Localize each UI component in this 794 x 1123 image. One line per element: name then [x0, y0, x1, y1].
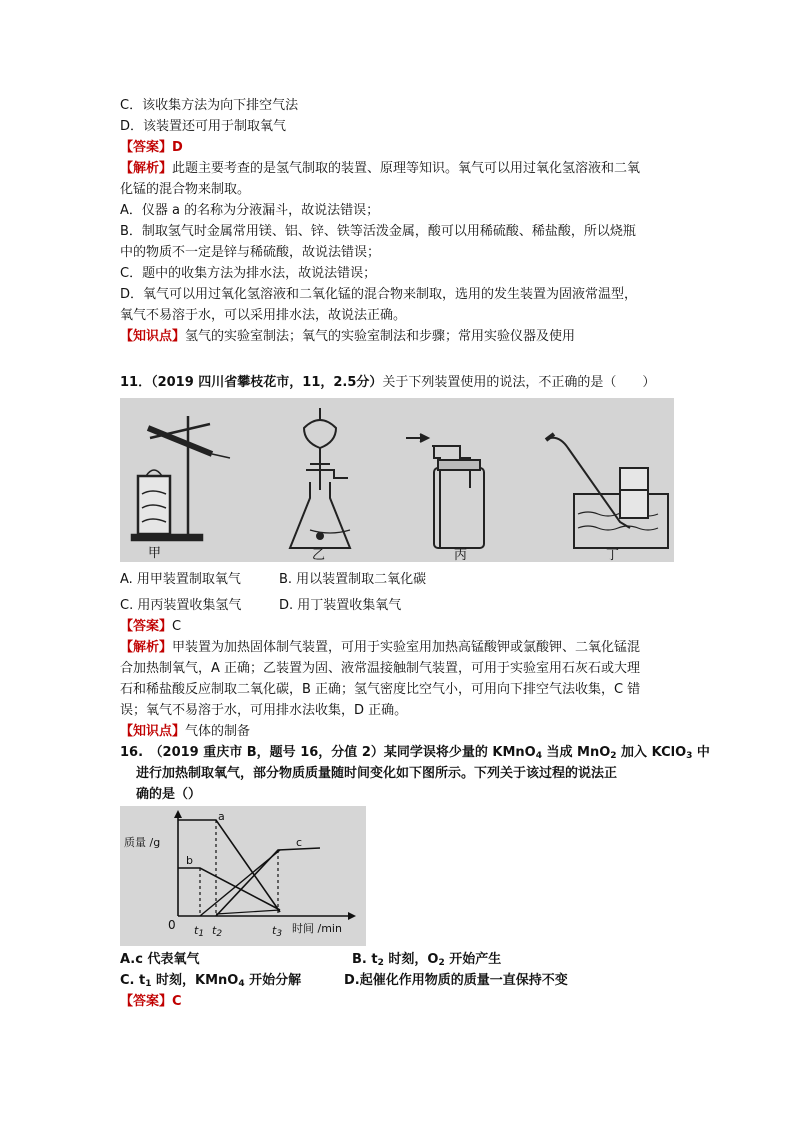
series-c-label: c	[296, 836, 303, 849]
origin-label: 0	[168, 918, 176, 932]
q16-heading-line-3: 确的是（）	[136, 787, 202, 802]
t1-tick-label	[194, 924, 204, 939]
subscript: 1	[145, 979, 152, 989]
sec1-b-line-1: B．制取氢气时金属常用镁、铝、锌、铁等活泼金属，酸可以用稀硫酸、稀盐酸，所以烧瓶	[120, 224, 636, 239]
subscript: 2	[377, 958, 384, 968]
q11-analysis-line-3: 石和稀盐酸反应制取二氧化碳，B 正确；氢气密度比空气小，可用向下排空气法收集，C 错	[120, 682, 641, 697]
answer-value: C	[172, 619, 182, 634]
q16-head-part-1: 16. （2019 重庆市 B，题号 16，分值 2）某同学误将少量的 KMnO	[120, 745, 536, 760]
t2-subscript: 2	[216, 929, 223, 939]
q11-source: 11．（2019 四川省攀枝花市，11，2.5分）	[120, 375, 383, 390]
t1-subscript: 1	[198, 929, 205, 939]
sec1-analysis-line-1	[120, 159, 640, 179]
answer-tag: 【答案】	[120, 619, 173, 634]
y-axis-label: 质量 /g	[124, 836, 161, 849]
q11-option-a: A. 用甲装置制取氧气	[120, 572, 241, 587]
sec1-b-line-2: 中的物质不一定是锌与稀硫酸，故说法错误；	[120, 245, 381, 260]
q16-option-a: A.c 代表氧气	[120, 952, 200, 967]
series-b-label: b	[186, 854, 193, 867]
sec1-option-c: C．该收集方法为向下排空气法	[120, 98, 299, 113]
q11-heading	[120, 373, 655, 393]
sec1-c-line: C．题中的收集方法为排水法，故说法错误；	[120, 266, 377, 281]
sec1-analysis-line-2: 化锰的混合物来制取。	[120, 182, 251, 197]
apparatus-illustration	[120, 398, 674, 562]
q11-option-d: D. 用丁装置收集氧气	[279, 598, 402, 613]
analysis-text: 甲装置为加热固体制气装置，可用于实验室用加热高锰酸钾或氯酸钾、二氧化锰混	[172, 640, 641, 655]
q16-heading-line-1	[120, 743, 710, 766]
sec1-d-line-2: 氧气不易溶于水，可以采用排水法，故说法正确。	[120, 308, 407, 323]
analysis-text: 此题主要考查的是氢气制取的装置、原理等知识。氧气可以用过氧化氢溶液和二氧	[172, 161, 641, 176]
q11-answer	[120, 617, 181, 637]
series-a-label: a	[218, 810, 225, 823]
subscript: 4	[535, 751, 542, 761]
answer-value: D	[172, 140, 183, 155]
t2-tick-label	[212, 924, 222, 939]
q16-heading-line-2: 进行加热制取氧气，部分物质质量随时间变化如下图所示。下列关于该过程的说法正	[136, 766, 618, 781]
q16-option-c-part-3: 开始分解	[244, 973, 302, 988]
figure-label-bing: 丙	[454, 548, 468, 563]
q16-option-b-part-2: 时刻，O	[383, 952, 439, 967]
analysis-tag: 【解析】	[120, 640, 173, 655]
q16-option-b-part-1: B. t	[352, 952, 378, 967]
knowledge-tag: 【知识点】	[120, 329, 186, 344]
q11-analysis-line-4: 误；氧气不易溶于水，可用排水法收集，D 正确。	[120, 703, 408, 718]
subscript: 4	[238, 979, 245, 989]
q16-head-part-2: 当成 MnO	[541, 745, 611, 760]
q16-option-c-part-1: C. t	[120, 973, 146, 988]
x-axis-label: 时间 /min	[292, 922, 342, 935]
q16-head-part-4: 中	[692, 745, 710, 760]
knowledge-text: 氢气的实验室制法；氧气的实验室制法和步骤；常用实验仪器及使用	[185, 329, 576, 344]
sec1-a-line: A．仪器 a 的名称为分液漏斗，故说法错误；	[120, 203, 380, 218]
t3-subscript: 3	[276, 929, 283, 939]
t3-tick-label	[272, 924, 282, 939]
figure-label-yi: 乙	[312, 548, 326, 563]
q16-option-b	[352, 950, 501, 973]
t3-letter: t	[272, 924, 277, 937]
q11-option-b: B. 用以装置制取二氧化碳	[279, 572, 427, 587]
sec1-knowledge-point	[120, 327, 575, 347]
subscript: 2	[438, 958, 445, 968]
q11-stem: 关于下列装置使用的说法，不正确的是（ ）	[382, 375, 656, 390]
t2-letter: t	[212, 924, 217, 937]
knowledge-tag: 【知识点】	[120, 724, 186, 739]
subscript: 3	[686, 751, 693, 761]
q16-option-c-part-2: 时刻，KMnO	[151, 973, 239, 988]
q16-mass-time-chart	[120, 806, 366, 946]
figure-label-jia: 甲	[148, 546, 162, 561]
answer-tag: 【答案】	[120, 140, 173, 155]
q11-analysis-line-1	[120, 638, 640, 658]
q16-option-c	[120, 971, 301, 994]
figure-label-ding: 丁	[606, 548, 620, 563]
q11-apparatus-figure	[120, 398, 674, 562]
sec1-d-line-1: D．氧气可以用过氧化氢溶液和二氧化锰的混合物来制取，选用的发生装置为固液常温型，	[120, 287, 638, 302]
knowledge-text: 气体的制备	[185, 724, 251, 739]
q16-head-part-3: 加入 KClO	[616, 745, 687, 760]
sec1-answer	[120, 138, 183, 158]
answer-tag: 【答案】	[120, 994, 173, 1009]
sec1-option-d: D．该装置还可用于制取氧气	[120, 119, 287, 134]
q16-option-b-part-3: 开始产生	[444, 952, 502, 967]
q11-option-c: C. 用丙装置收集氢气	[120, 598, 242, 613]
q11-knowledge-point	[120, 722, 250, 742]
t1-letter: t	[194, 924, 199, 937]
answer-value: C	[172, 994, 182, 1009]
q11-analysis-line-2: 合加热制氧气，A 正确；乙装置为固、液常温接触制气装置，可用于实验室用石灰石或大理	[120, 661, 641, 676]
subscript: 2	[610, 751, 617, 761]
analysis-tag: 【解析】	[120, 161, 173, 176]
q16-option-d: D.起催化作用物质的质量一直保持不变	[344, 973, 568, 988]
q16-answer	[120, 992, 182, 1012]
